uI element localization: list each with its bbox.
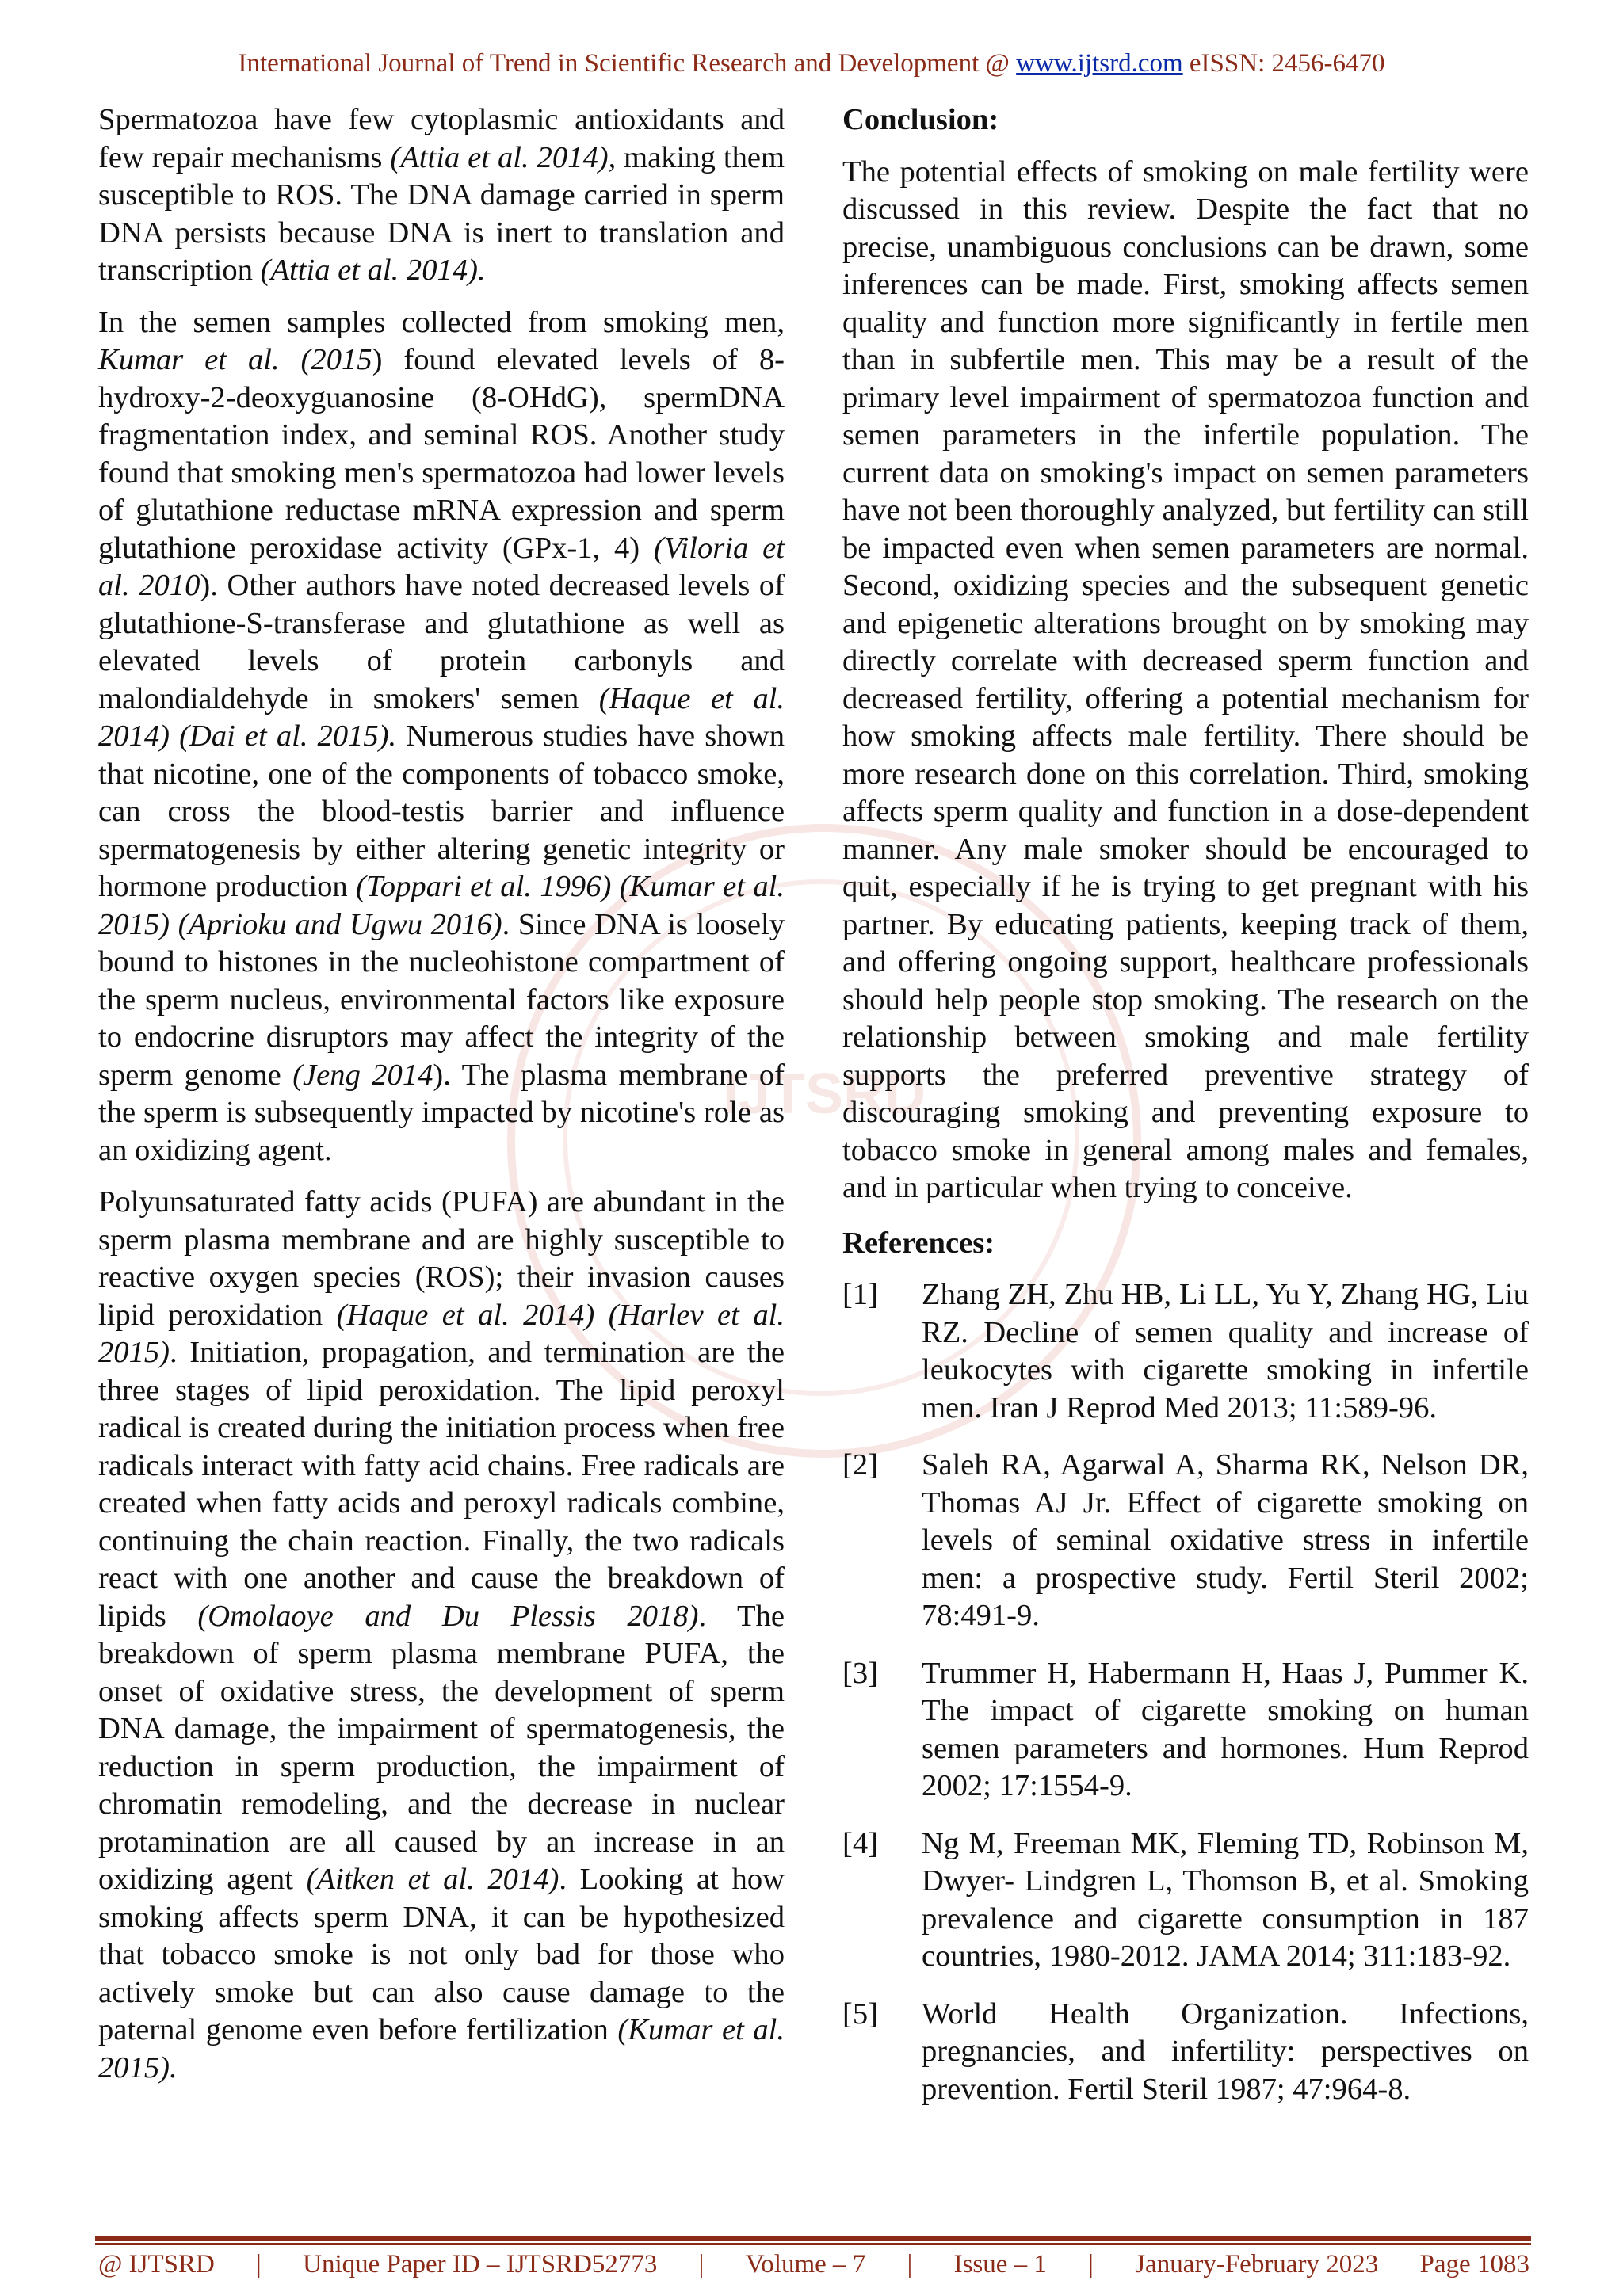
paragraph-sperm-antioxidants (98, 101, 785, 290)
journal-website-link[interactable]: www.ijtsrd.com (1016, 49, 1183, 78)
footer-paper-id: Unique Paper ID – IJTSRD52773 (303, 2250, 658, 2279)
reference-item (842, 1447, 1529, 1635)
body-text: . Looking at how smoking affects sperm DNA, it can be hypothesized that tobacco smoke is not only bad for those who actively smoke but can also cause damage to the paternal genome even before fertilization (98, 1863, 785, 2046)
reference-text: Ng M, Freeman MK, Fleming TD, Robinson M, Dwyer- Lindgren L, Thomson B, et al. Smoking prevalence and cigarette consumption in 187 countries, 1980-2012. JAMA 2014; 311:183-92. (922, 1826, 1529, 1973)
body-text: Numerous studies have shown that nicotine, one of the components of tobacco smoke, can cross the blood-testis barrier and influence spermatogenesis by either altering genetic integrity or hormone production (98, 719, 785, 903)
footer-separator: | (256, 2250, 262, 2279)
conclusion-paragraph: The potential effects of smoking on male fertility were discussed in this review. Despite the fact that no precise, unambiguous conclusions can be drawn, some inferences can be made. First, smoking affects semen quality and function more significantly in fertile men than in subfertile men. This may be a result of the primary level impairment of spermatozoa function and semen parameters in the infertile population. The current data on smoking's impact on semen parameters have not been thoroughly analyzed, but fertility can still be impacted even when semen parameters are normal. Second, oxidizing species and the subsequent genetic and epigenetic alterations brought on by smoking may directly correlate with decreased sperm function and decreased fertility, offering a potential mechanism for how smoking affects male fertility. There should be more research done on this correlation. Third, smoking affects sperm quality and function in a dose-dependent manner. Any male smoker should be encouraged to quit, especially if he is trying to get pregnant with his partner. By educating patients, keeping track of them, and offering ongoing support, healthcare professionals should help people stop smoking. The research on the relationship between smoking and male fertility supports the preferred preventive strategy of discouraging smoking and preventing exposure to tobacco smoke in general among males and females, and in particular when trying to conceive. (842, 154, 1529, 1204)
footer-separator: | (1088, 2250, 1094, 2279)
page-footer (98, 2250, 1529, 2279)
body-text: . Initiation, propagation, and termination are the three stages of lipid peroxidation. The lipid peroxyl radical is created during the initiation process when free radicals interact with fatty acid chains. Free radicals are created when fatty acids and peroxyl radicals combine, continuing the chain reaction. Finally, the two radicals react with one another and cause the breakdown of lipids (98, 1336, 785, 1633)
reference-number: [4] (842, 1826, 878, 1860)
body-text: Polyunsaturated fatty acids (PUFA) are abundant in the sperm plasma membrane and are highly susceptible to reactive oxygen species (ROS); their invasion causes lipid peroxidation (98, 1185, 785, 1332)
body-text: ). The plasma membrane of the sperm is subsequently impacted by nicotine's role as an oxidizing agent. (98, 1058, 785, 1167)
body-text: In the semen samples collected from smoking men, (98, 305, 785, 339)
reference-item (842, 1655, 1529, 1806)
citation-text: (Kumar et al. 2015). (98, 2013, 785, 2084)
journal-header (0, 49, 1623, 78)
footer-separator: | (698, 2250, 705, 2279)
paragraph-smoking-studies (98, 304, 785, 1170)
footer-site: @ IJTSRD (98, 2250, 215, 2279)
citation-text: (Attia et al. 2014). (260, 254, 486, 287)
citation-text: (Toppari et al. 1996) (Kumar et al. 2015) (Aprioku and Ugwu 2016) (98, 870, 785, 941)
body-text: , making them susceptible to ROS. The DNA damage carried in sperm DNA persists because DNA is inert to translation and transcription (98, 140, 785, 287)
citation-text: (Haque et al. 2014) (Harlev et al. 2015) (98, 1298, 785, 1369)
body-text: . Since DNA is loosely bound to histones in the nucleohistone compartment of the sperm nucleus, environmental factors like exposure to endocrine disruptors may affect the integrity of the sperm genome (98, 907, 785, 1092)
header-journal-name: International Journal of Trend in Scientific Research and Development @ (238, 49, 1010, 78)
citation-text: (Jeng 2014 (292, 1058, 433, 1092)
conclusion-heading: Conclusion: (842, 103, 999, 136)
reference-item (842, 1825, 1529, 1976)
reference-item (842, 1276, 1529, 1427)
body-text: ) found elevated levels of 8-hydroxy-2-deoxyguanosine (8-OHdG), spermDNA fragmentation index, and seminal ROS. Another study found that smoking men's spermatozoa had lower levels of glutathione reductase mRNA expression and sperm glutathione peroxidase activity (GPx-1, 4) (98, 343, 785, 565)
citation-text: (Viloria et al. 2010 (98, 531, 785, 602)
citation-text: (Attia et al. 2014) (390, 140, 609, 174)
reference-number: [2] (842, 1448, 878, 1482)
references-heading: References: (842, 1226, 995, 1260)
paragraph-pufa-peroxidation (98, 1184, 785, 2087)
footer-rule (95, 2236, 1531, 2241)
body-text: ). Other authors have noted decreased levels of glutathione-S-transferase and glutathione as well as elevated levels of protein carbonyls and malondialdehyde in smokers' semen (98, 569, 785, 715)
body-text: . The breakdown of sperm plasma membrane PUFA, the onset of oxidative stress, the development of sperm DNA damage, the impairment of spermatogenesis, the reduction in sperm production, the impairment of chromatin remodeling, and the decrease in nuclear protamination are all caused by an increase in an oxidizing agent (98, 1599, 785, 1896)
reference-number: [5] (842, 1997, 878, 2031)
footer-rule-thin (95, 2243, 1531, 2245)
citation-text: (Haque et al. 2014) (Dai et al. 2015). (98, 681, 785, 753)
seal-text: IJTSRD (722, 1062, 926, 1126)
right-column (842, 101, 1529, 2128)
footer-date: January-February 2023 (1135, 2250, 1379, 2279)
footer-separator: | (907, 2250, 913, 2279)
header-issn: eISSN: 2456-6470 (1189, 49, 1385, 78)
body-text: Spermatozoa have few cytoplasmic antioxidants and few repair mechanisms (98, 103, 785, 174)
reference-text: World Health Organization. Infections, pregnancies, and infertility: perspectives on prevention. Fertil Steril 1987; 47:964-8. (922, 1997, 1529, 2106)
citation-text: Kumar et al. (2015 (98, 343, 372, 376)
references-list (842, 1276, 1529, 2108)
left-column (98, 101, 785, 2101)
reference-number: [1] (842, 1278, 878, 1311)
reference-number: [3] (842, 1656, 878, 1690)
reference-item (842, 1996, 1529, 2109)
citation-text: (Aitken et al. 2014) (306, 1863, 559, 1896)
footer-issue: Issue – 1 (953, 2250, 1047, 2279)
reference-text: Zhang ZH, Zhu HB, Li LL, Yu Y, Zhang HG, Liu RZ. Decline of semen quality and increase of leukocytes with cigarette smoking in infertile men. Iran J Reprod Med 2013; 11:589-96. (922, 1278, 1529, 1425)
citation-text: (Omolaoye and Du Plessis 2018) (197, 1599, 699, 1633)
footer-volume: Volume – 7 (745, 2250, 866, 2279)
footer-page-number: Page 1083 (1419, 2250, 1529, 2279)
reference-text: Saleh RA, Agarwal A, Sharma RK, Nelson DR, Thomas AJ Jr. Effect of cigarette smoking on levels of seminal oxidative stress in infertile men: a prospective study. Fertil Steril 2002; 78:491-9. (922, 1448, 1529, 1632)
reference-text: Trummer H, Habermann H, Haas J, Pummer K. The impact of cigarette smoking on human semen parameters and hormones. Hum Reprod 2002; 17:1554-9. (922, 1656, 1529, 1802)
